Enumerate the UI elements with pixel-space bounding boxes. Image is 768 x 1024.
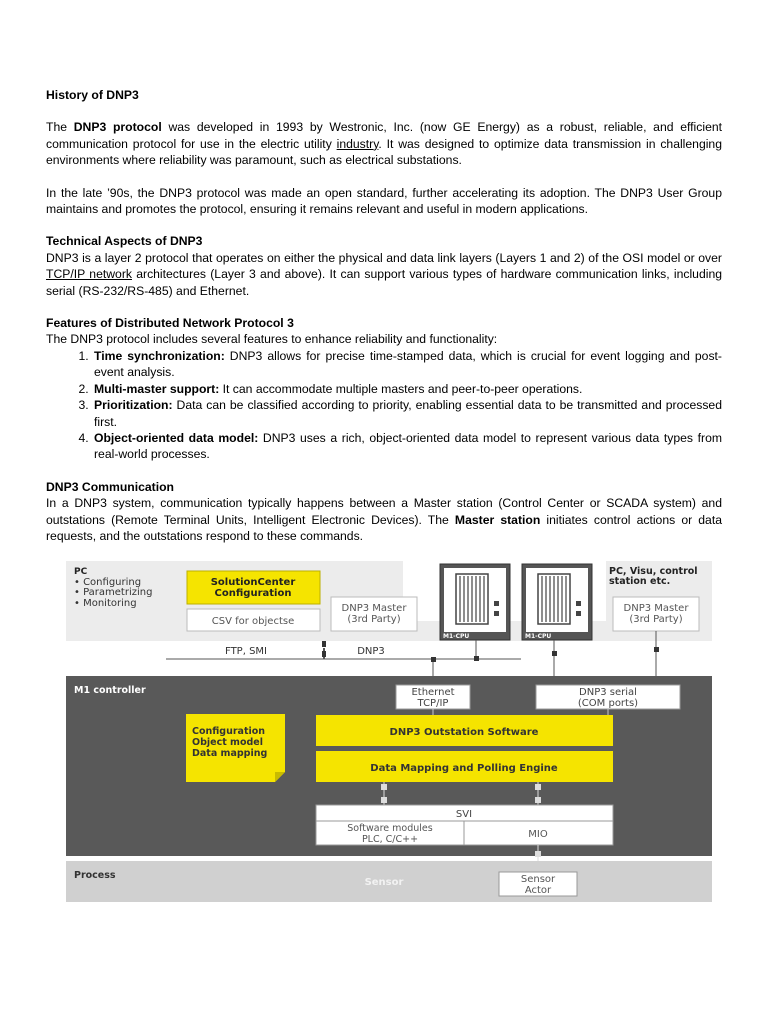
pc-visu-label: PC, Visu, control bbox=[609, 566, 698, 577]
dnp3-protocol-bold: DNP3 protocol bbox=[73, 120, 162, 135]
master-station-bold: Master station bbox=[454, 512, 541, 527]
dnp3-architecture-diagram bbox=[66, 561, 712, 902]
dnp3-master-label: (3rd Party) bbox=[629, 614, 683, 625]
history-paragraph-2: In the late ’90s, the DNP3 protocol was made an open standard, further accelerating its adoption. The DNP3 User Group maintains and promotes the protocol, ensuring it remains relevant and useful in modern applications. bbox=[46, 185, 722, 217]
sensor-actor-label: Sensor bbox=[520, 874, 556, 885]
config-note-label: Configuration bbox=[192, 726, 266, 737]
list-item: 3. Prioritization: Data can be classified according to priority, enabling essential data to be transmitted and processed first. bbox=[92, 397, 722, 430]
industry-link[interactable]: industry bbox=[336, 136, 379, 151]
outstation-label: DNP3 Outstation Software bbox=[389, 727, 539, 738]
list-item: 4. Object-oriented data model: DNP3 uses a rich, object-oriented data model to represent various data types from real-world processes. bbox=[92, 430, 722, 463]
config-note-label: Data mapping bbox=[192, 748, 268, 759]
m1-controller-label: M1 controller bbox=[74, 685, 146, 696]
ethernet-label: Ethernet bbox=[411, 687, 455, 698]
solution-center-label: SolutionCenter bbox=[210, 577, 296, 588]
pc-visu-label: station etc. bbox=[609, 576, 671, 587]
features-intro: The DNP3 protocol includes several features to enhance reliability and functionality: bbox=[46, 332, 498, 347]
mio-label: MIO bbox=[528, 829, 548, 840]
dnp3-serial-label: DNP3 serial bbox=[579, 687, 637, 698]
dnp3-master-label: (3rd Party) bbox=[347, 614, 401, 625]
sensor-actor-label: Actor bbox=[524, 885, 552, 896]
dnp3-master-label: DNP3 Master bbox=[623, 603, 689, 614]
list-item: 2. Multi-master support: It can accommodate multiple masters and peer-to-peer operations. bbox=[92, 381, 722, 397]
pc-bullet: • Parametrizing bbox=[74, 587, 153, 598]
history-paragraph-1: The DNP3 protocol was developed in 1993 by Westronic, Inc. (now GE Energy) as a robust, reliable, and efficient communication protocol for use in the electric utility industry. It was designed to optimize data transmission in challenging environments where reliability was paramount, such as electrical substations. bbox=[46, 120, 723, 168]
document-body bbox=[46, 87, 722, 544]
pc-bullet: • Monitoring bbox=[74, 598, 137, 609]
config-note-label: Object model bbox=[192, 737, 263, 748]
technical-paragraph: DNP3 is a layer 2 protocol that operates on either the physical and data link layers (Layers 1 and 2) of the OSI model or over TCP/IP network architectures (Layer 3 and above). It can support various types of hardware communication links, including serial (RS-232/RS-485) and Ethernet. bbox=[46, 250, 722, 298]
pc-bullet: • Configuring bbox=[74, 577, 142, 588]
features-list bbox=[46, 348, 722, 463]
tcp-ip-network-link[interactable]: TCP/IP network bbox=[46, 267, 132, 282]
pc-title: PC bbox=[74, 567, 88, 577]
svi-label: SVI bbox=[455, 809, 473, 820]
ftp-smi-label: FTP, SMI bbox=[225, 646, 267, 657]
csv-label: CSV for objectse bbox=[211, 616, 295, 627]
history-heading: History of DNP3 bbox=[46, 88, 139, 102]
dnp3-master-label: DNP3 Master bbox=[341, 603, 407, 614]
sensor-label: Sensor bbox=[364, 877, 404, 888]
mapping-label: Data Mapping and Polling Engine bbox=[370, 763, 558, 774]
list-item: 1. Time synchronization: DNP3 allows for precise time-stamped data, which is crucial for event logging and post-event analysis. bbox=[92, 348, 722, 381]
dnp3-serial-label: (COM ports) bbox=[577, 698, 639, 709]
cpu-module-2 bbox=[522, 564, 592, 640]
software-modules-label: PLC, C/C++ bbox=[361, 834, 419, 845]
features-heading: Features of Distributed Network Protocol 3 bbox=[46, 316, 294, 331]
process-label: Process bbox=[74, 870, 116, 881]
communication-heading: DNP3 Communication bbox=[46, 479, 174, 494]
svg-text:M1-CPU: M1-CPU bbox=[443, 633, 470, 640]
solution-center-label: Configuration bbox=[214, 588, 292, 599]
communication-paragraph: In a DNP3 system, communication typically happens between a Master station (Control Center or SCADA system) and outstations (Remote Terminal Units, Intelligent Electronic Devices). The Master station initiates control actions or data requests, and the outstations respond to these commands. bbox=[46, 496, 722, 543]
software-modules-label: Software modules bbox=[347, 823, 433, 834]
dnp3-line-label: DNP3 bbox=[357, 646, 385, 657]
svg-text:M1-CPU: M1-CPU bbox=[525, 633, 552, 640]
technical-heading: Technical Aspects of DNP3 bbox=[46, 234, 203, 249]
cpu-module-1 bbox=[440, 564, 510, 640]
ethernet-label: TCP/IP bbox=[417, 698, 449, 709]
